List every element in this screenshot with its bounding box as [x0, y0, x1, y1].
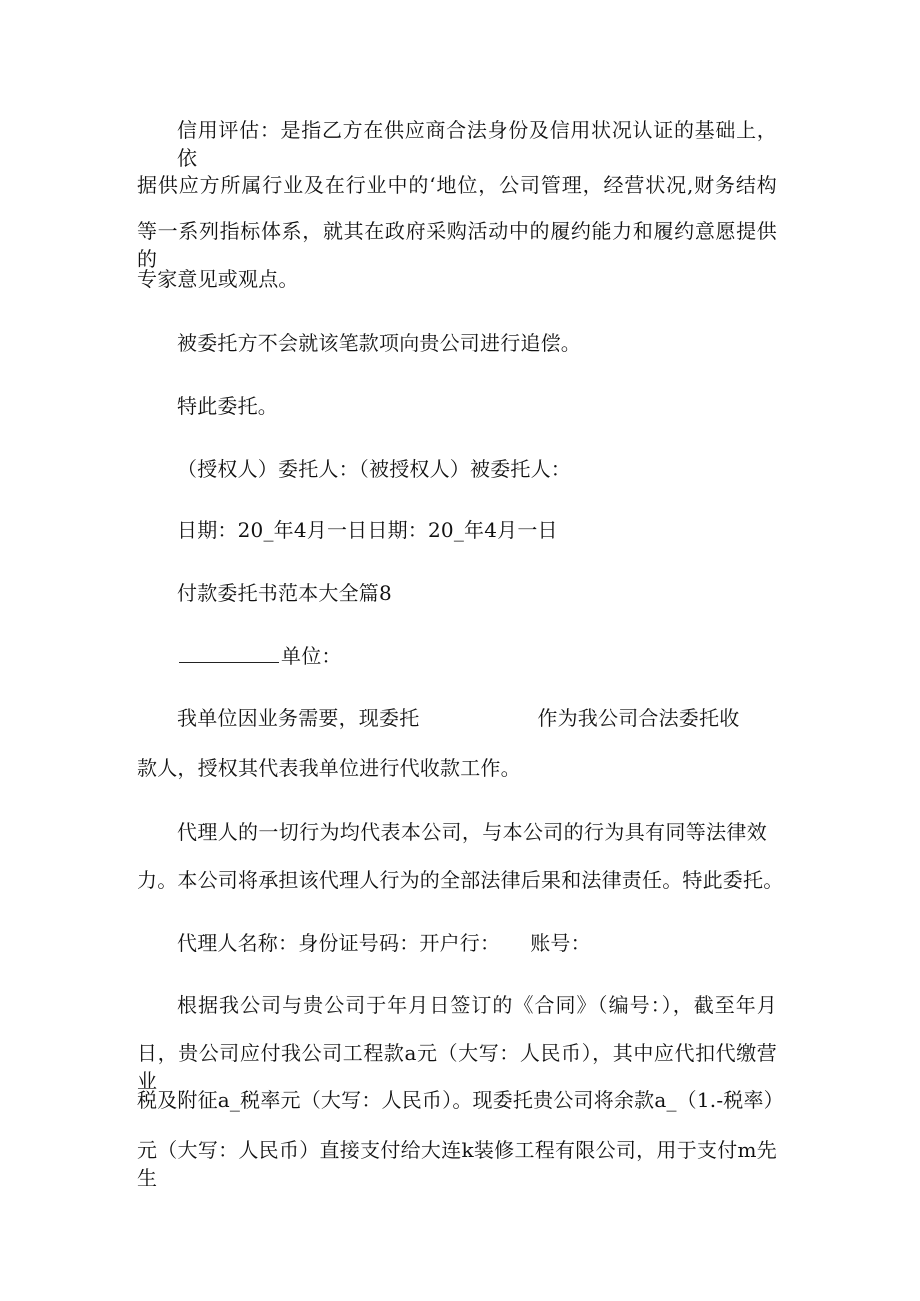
unit-blank — [179, 642, 279, 663]
contract-para-line-1: 根据我公司与贵公司于年月日签订的《合同》（编号：），截至年月 — [177, 993, 777, 1017]
credit-para-line-2: 据供应方所属行业及在行业中的‘地位，公司管理，经营状况,财务结构 — [137, 173, 777, 197]
entrust-part-2: 作为我公司合法委托收 — [537, 706, 740, 730]
entrust-line-2: 款人，授权其代表我单位进行代收款工作。 — [137, 756, 521, 780]
credit-para-line-4: 专家意见或观点。 — [137, 267, 299, 291]
dates-text: 日期：20_年4月一日日期：20_年4月一日 — [177, 518, 558, 542]
agent-para-line-2: 力。本公司将承担该代理人行为的全部法律后果和法律责任。特此委托。 — [137, 868, 784, 892]
hereby-text: 特此委托。 — [177, 394, 278, 418]
unit-label: 单位： — [281, 644, 342, 668]
entrust-part-1: 我单位因业务需要，现委托 — [177, 706, 420, 730]
no-recourse-text: 被委托方不会就该笔款项向贵公司进行追偿。 — [177, 331, 581, 355]
contract-para-line-4: 元（大写：人民币）直接支付给大连k装修工程有限公司，用于支付m先生 — [137, 1138, 777, 1190]
entrust-line-1 — [177, 704, 739, 732]
credit-para-line-1: 信用评估：是指乙方在供应商合法身份及信用状况认证的基础上，依 — [177, 118, 777, 170]
agent-info-part-1: 代理人名称：身份证号码：开户行： — [177, 931, 501, 955]
contract-para-line-2: 日，贵公司应付我公司工程款a元（大写：人民币），其中应代扣代缴营业 — [137, 1041, 777, 1093]
agent-info-line — [177, 929, 591, 957]
contract-para-line-3: 税及附征a_税率元（大写：人民币）。现委托贵公司将余款a_（1.-税率） — [137, 1088, 784, 1112]
parties-text: （授权人）委托人：（被授权人）被委托人： — [177, 457, 571, 481]
agent-para-line-1: 代理人的一切行为均代表本公司，与本公司的行为具有同等法律效 — [177, 820, 767, 844]
agent-info-part-2: 账号： — [530, 931, 591, 955]
section-title: 付款委托书范本大全篇8 — [177, 581, 392, 605]
unit-line — [179, 642, 342, 670]
credit-para-line-3: 等一系列指标体系，就其在政府采购活动中的履约能力和履约意愿提供的 — [137, 219, 777, 271]
